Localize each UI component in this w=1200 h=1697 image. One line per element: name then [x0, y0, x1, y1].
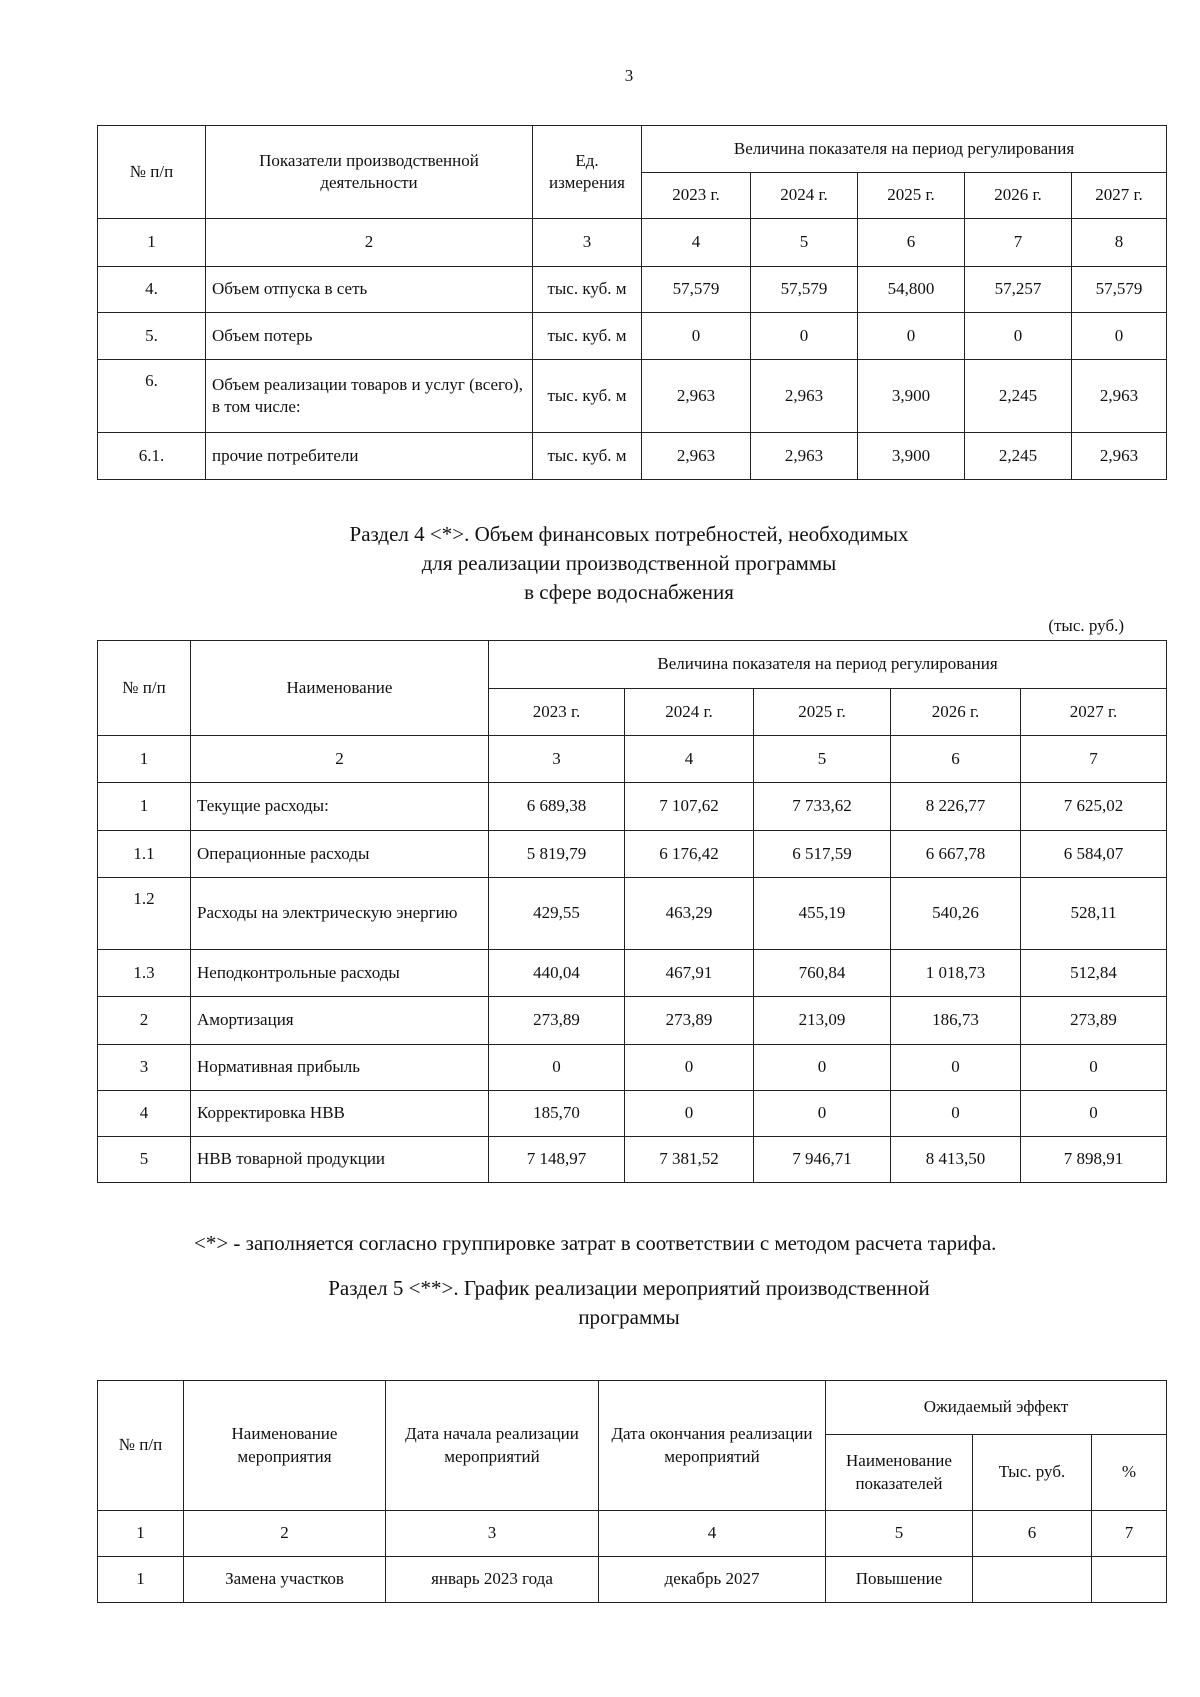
row-value: 186,73: [891, 997, 1021, 1045]
row-name: НВВ товарной продукции: [191, 1137, 489, 1183]
row-value: 0: [754, 1045, 891, 1091]
row-value: 6 667,78: [891, 831, 1021, 878]
col-number: 3: [533, 219, 642, 267]
col-number: 7: [1092, 1511, 1167, 1557]
row-num: 5.: [98, 313, 206, 360]
row-name: Нормативная прибыль: [191, 1045, 489, 1091]
row-value: 1 018,73: [891, 950, 1021, 997]
row-value: 7 381,52: [625, 1137, 754, 1183]
row-value: 760,84: [754, 950, 891, 997]
row-num: 1.3: [98, 950, 191, 997]
table-row: [98, 313, 1167, 360]
table-row: [98, 1045, 1167, 1091]
table-row: [98, 267, 1167, 313]
row-unit: тыс. куб. м: [533, 360, 642, 433]
header-year: 2024 г.: [751, 173, 858, 219]
section4-title-line: для реализации производственной программы: [421, 551, 837, 575]
col-number: 7: [1021, 736, 1167, 783]
col-number: 6: [973, 1511, 1092, 1557]
row-value: 540,26: [891, 878, 1021, 950]
row-value: 3,900: [858, 433, 965, 480]
col-number: 6: [891, 736, 1021, 783]
row-value: 0: [751, 313, 858, 360]
row-value: 5 819,79: [489, 831, 625, 878]
row-name: Объем потерь: [206, 313, 533, 360]
header-value-group: Величина показателя на период регулирования: [489, 641, 1167, 689]
row-name: Корректировка НВВ: [191, 1091, 489, 1137]
row-value: 440,04: [489, 950, 625, 997]
row-effect-name: Повышение: [826, 1557, 973, 1603]
row-num: 4: [98, 1091, 191, 1137]
row-value: 273,89: [1021, 997, 1167, 1045]
row-value: 6 584,07: [1021, 831, 1167, 878]
row-name: Амортизация: [191, 997, 489, 1045]
header-effect: Ожидаемый эффект: [826, 1381, 1167, 1435]
header-unit: Ед. измерения: [533, 126, 642, 219]
row-value: 7 733,62: [754, 783, 891, 831]
financial-needs-table: [97, 640, 1167, 1183]
row-value: 7 898,91: [1021, 1137, 1167, 1183]
units-label: (тыс. руб.): [1048, 616, 1124, 635]
row-num: 1: [98, 1557, 184, 1603]
header-indicator: Показатели производственной деятельности: [206, 126, 533, 219]
row-value: 0: [625, 1045, 754, 1091]
header-effect-name: Наименование показателей: [826, 1435, 973, 1511]
row-value: 6 689,38: [489, 783, 625, 831]
col-number: 6: [858, 219, 965, 267]
section4-title-line: Раздел 4 <*>. Объем финансовых потребностей, необходимых: [349, 522, 909, 546]
col-number: 5: [754, 736, 891, 783]
row-value: 0: [489, 1045, 625, 1091]
row-value: 57,257: [965, 267, 1072, 313]
row-value: 57,579: [1072, 267, 1167, 313]
col-number: 4: [625, 736, 754, 783]
row-value: 2,963: [1072, 433, 1167, 480]
row-value: 467,91: [625, 950, 754, 997]
row-value: 0: [642, 313, 751, 360]
row-num: 5: [98, 1137, 191, 1183]
row-value: 463,29: [625, 878, 754, 950]
header-effect-rub: Тыс. руб.: [973, 1435, 1092, 1511]
row-value: 2,963: [642, 433, 751, 480]
row-value: 6 176,42: [625, 831, 754, 878]
row-value: 273,89: [489, 997, 625, 1045]
row-name: прочие потребители: [206, 433, 533, 480]
col-number: 4: [642, 219, 751, 267]
row-effect-rub: [973, 1557, 1092, 1603]
row-num: 6.: [98, 360, 206, 433]
row-value: 57,579: [642, 267, 751, 313]
header-value-group: Величина показателя на период регулирования: [642, 126, 1167, 173]
row-value: 0: [1021, 1091, 1167, 1137]
page-number: 3: [624, 66, 634, 85]
col-number: 1: [98, 736, 191, 783]
row-value: 0: [754, 1091, 891, 1137]
col-number: 2: [206, 219, 533, 267]
table-row: [98, 997, 1167, 1045]
section5-title-line: программы: [578, 1305, 680, 1329]
row-value: 8 226,77: [891, 783, 1021, 831]
row-value: 2,963: [1072, 360, 1167, 433]
header-year: 2024 г.: [625, 689, 754, 736]
row-name: Неподконтрольные расходы: [191, 950, 489, 997]
row-value: 7 946,71: [754, 1137, 891, 1183]
header-name: Наименование мероприятия: [184, 1381, 386, 1511]
header-year: 2023 г.: [642, 173, 751, 219]
row-value: 0: [965, 313, 1072, 360]
row-unit: тыс. куб. м: [533, 433, 642, 480]
row-value: 2,963: [751, 360, 858, 433]
table-row: [98, 433, 1167, 480]
col-number: 3: [489, 736, 625, 783]
header-effect-pct: %: [1092, 1435, 1167, 1511]
column-number-row: [98, 219, 1167, 267]
row-value: 7 625,02: [1021, 783, 1167, 831]
row-unit: тыс. куб. м: [533, 313, 642, 360]
row-value: 273,89: [625, 997, 754, 1045]
row-effect-pct: [1092, 1557, 1167, 1603]
table-row: [98, 783, 1167, 831]
col-number: 1: [98, 219, 206, 267]
row-value: 2,963: [751, 433, 858, 480]
row-value: 429,55: [489, 878, 625, 950]
row-value: 0: [1021, 1045, 1167, 1091]
header-num: № п/п: [98, 641, 191, 736]
header-year: 2026 г.: [965, 173, 1072, 219]
section4-title: [0, 520, 1200, 607]
row-name: Объем реализации товаров и услуг (всего), в том числе:: [206, 360, 533, 433]
col-number: 8: [1072, 219, 1167, 267]
row-name: Замена участков: [184, 1557, 386, 1603]
row-value: 54,800: [858, 267, 965, 313]
row-value: 0: [891, 1045, 1021, 1091]
table-row: [98, 360, 1167, 433]
row-value: 6 517,59: [754, 831, 891, 878]
row-value: 3,900: [858, 360, 965, 433]
row-num: 3: [98, 1045, 191, 1091]
row-value: 2,245: [965, 433, 1072, 480]
row-value: 455,19: [754, 878, 891, 950]
row-value: 0: [1072, 313, 1167, 360]
column-number-row: [98, 1511, 1167, 1557]
row-value: 512,84: [1021, 950, 1167, 997]
header-start: Дата начала реализации мероприятий: [386, 1381, 599, 1511]
row-name: Операционные расходы: [191, 831, 489, 878]
row-value: 2,963: [642, 360, 751, 433]
header-name: Наименование: [191, 641, 489, 736]
header-year: 2023 г.: [489, 689, 625, 736]
row-value: 185,70: [489, 1091, 625, 1137]
row-value: 213,09: [754, 997, 891, 1045]
row-end: декабрь 2027: [599, 1557, 826, 1603]
row-value: 57,579: [751, 267, 858, 313]
header-end: Дата окончания реализации мероприятий: [599, 1381, 826, 1511]
header-year: 2025 г.: [754, 689, 891, 736]
row-num: 1.1: [98, 831, 191, 878]
table-row: [98, 831, 1167, 878]
table-row: [98, 950, 1167, 997]
col-number: 2: [184, 1511, 386, 1557]
footnote: <*> - заполняется согласно группировке затрат в соответствии с методом расчета тарифа.: [194, 1231, 997, 1255]
row-num: 4.: [98, 267, 206, 313]
row-unit: тыс. куб. м: [533, 267, 642, 313]
row-num: 1.2: [98, 878, 191, 950]
row-value: 0: [625, 1091, 754, 1137]
row-name: Текущие расходы:: [191, 783, 489, 831]
col-number: 2: [191, 736, 489, 783]
col-number: 5: [751, 219, 858, 267]
row-value: 7 148,97: [489, 1137, 625, 1183]
col-number: 7: [965, 219, 1072, 267]
row-value: 8 413,50: [891, 1137, 1021, 1183]
activities-schedule-table: [97, 1380, 1167, 1603]
col-number: 1: [98, 1511, 184, 1557]
header-year: 2026 г.: [891, 689, 1021, 736]
row-name: Объем отпуска в сеть: [206, 267, 533, 313]
section4-title-line: в сфере водоснабжения: [524, 580, 734, 604]
row-value: 2,245: [965, 360, 1072, 433]
production-indicators-table: [97, 125, 1167, 480]
row-value: 7 107,62: [625, 783, 754, 831]
header-year: 2027 г.: [1021, 689, 1167, 736]
table-row: [98, 1137, 1167, 1183]
table-row: [98, 878, 1167, 950]
col-number: 3: [386, 1511, 599, 1557]
row-value: 528,11: [1021, 878, 1167, 950]
header-num: № п/п: [98, 126, 206, 219]
section5-title: [0, 1274, 1200, 1332]
row-num: 1: [98, 783, 191, 831]
section5-title-line: Раздел 5 <**>. График реализации мероприятий производственной: [328, 1276, 930, 1300]
row-num: 2: [98, 997, 191, 1045]
table-row: [98, 1557, 1167, 1603]
row-num: 6.1.: [98, 433, 206, 480]
col-number: 5: [826, 1511, 973, 1557]
row-value: 0: [858, 313, 965, 360]
row-start: январь 2023 года: [386, 1557, 599, 1603]
row-name: Расходы на электрическую энергию: [191, 878, 489, 950]
row-value: 0: [891, 1091, 1021, 1137]
header-year: 2025 г.: [858, 173, 965, 219]
col-number: 4: [599, 1511, 826, 1557]
header-num: № п/п: [98, 1381, 184, 1511]
header-year: 2027 г.: [1072, 173, 1167, 219]
column-number-row: [98, 736, 1167, 783]
table-row: [98, 1091, 1167, 1137]
